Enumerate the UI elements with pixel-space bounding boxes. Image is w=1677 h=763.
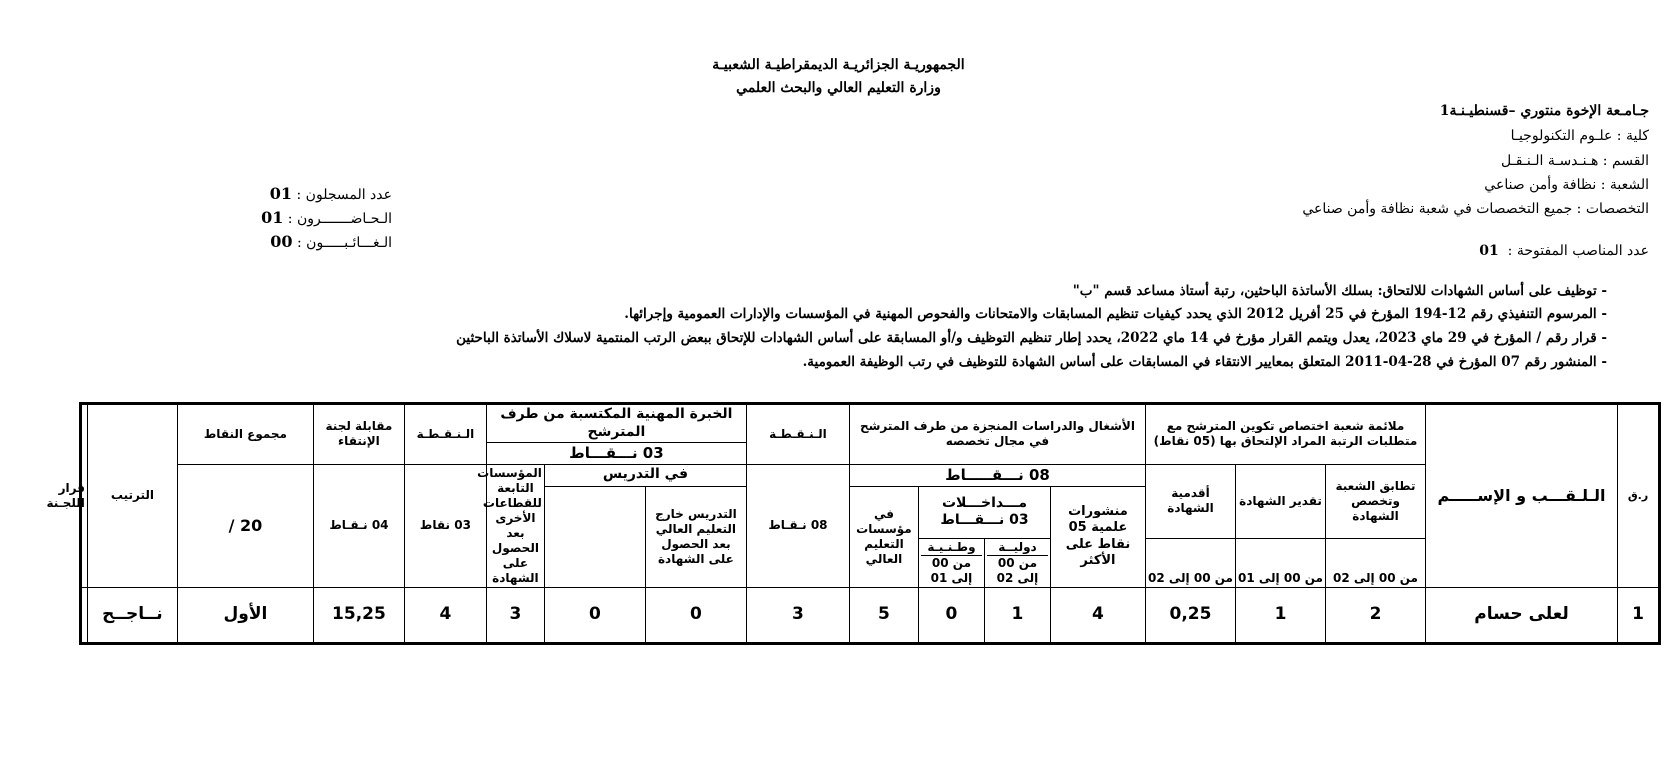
specialties-line: التخصصات : جميع التخصصات في شعبة نظافة وأمن صناعي (1302, 201, 1649, 217)
row-interview: 4 (404, 587, 486, 643)
interview-header: مقابلة لجنة الإنتقاء (313, 404, 404, 465)
list-item: - المنشور رقم 07 المؤرخ في 28-04-2011 المتعلق بمعايير الانتقاء في المسابقات على أساس الشهادة للتوظيف في رتب الوظيفة العمومية. (802, 354, 1607, 370)
header-row-3 (81, 464, 1660, 486)
row-decision: نــاجــح (87, 587, 177, 643)
teaching-header: في التدريس (544, 464, 746, 486)
decision-header: قرار اللجـنة (81, 404, 88, 588)
absent-label: الـغـــائـبـــــون : (297, 235, 392, 251)
grade-range: من 00 إلى 01 (1236, 538, 1326, 587)
present-value: 01 (261, 208, 284, 227)
row-teach-higher: 3 (746, 587, 849, 643)
institutions-header: المؤسسات التابعة للقطاعات الأخرى بعد الحصول على الشهادة (486, 464, 544, 587)
experience-header: الخبرة المهنية المكتسبة من طرف المترشح (486, 404, 746, 443)
teach-outside-header: التدريس خارج التعليم العالي بعد الحصول على الشهادة (645, 486, 746, 587)
score2-value: 03 نقاط (404, 464, 486, 587)
total-header: مجموع النقاط (177, 404, 313, 465)
row-grade: 1 (1236, 587, 1326, 643)
score2-header: الـنـقـطـة (404, 404, 486, 465)
row-rank: الأول (177, 587, 313, 643)
list-item: - توظيف على أساس الشهادات للالتحاق: بسلك الأساتذة الباحثين، رتبة أستاذ مساعد قسم "ب" (1072, 283, 1607, 299)
match-range: من 00 إلى 02 (1326, 538, 1426, 587)
col-name-header: الـلـقـــب و الإســـــم (1426, 404, 1618, 588)
natl-label: وطـنـيـة (921, 540, 982, 556)
works-header: الأشغال والدراسات المنجزة من طرف المترشح في مجال تخصصه (849, 404, 1145, 465)
rank-header: الترتيب (87, 404, 177, 588)
score1-value: 08 نـقـاط (746, 464, 849, 587)
registered-line (262, 184, 392, 203)
talks-header (918, 486, 1050, 538)
registered-label: عدد المسجلون : (296, 187, 392, 203)
natl-header (918, 538, 984, 587)
row-num: 1 (1618, 587, 1660, 643)
present-label: الـحـاضـــــــرون : (287, 211, 392, 227)
row-natl: 0 (918, 587, 984, 643)
row-intl: 1 (984, 587, 1050, 643)
works-points: 08 نـــقـــــاط (849, 464, 1145, 486)
row-score1: 5 (849, 587, 918, 643)
grade-header: تقدير الشهادة (1236, 464, 1326, 538)
row-seniority: 0,25 (1145, 587, 1235, 643)
talks-label: مـــداخـــلات (941, 494, 1027, 511)
experience-points: 03 نـــقـــاط (486, 443, 746, 465)
positions-value: 01 (1479, 243, 1499, 259)
match-header: تطابق الشعبة وتخصص الشهادة (1326, 464, 1426, 538)
positions-line (1479, 243, 1649, 259)
interview-value: 04 نـقـاط (313, 464, 404, 587)
list-item: - المرسوم التنفيذي رقم 12-194 المؤرخ في 25 أفريل 2012 الذي يحدد كيفيات تنظيم المسابقات والامتحانات والفحوص المهنية في المؤسسات والإدارات العمومية وإجرائها. (624, 306, 1607, 322)
intl-header (984, 538, 1050, 587)
absent-line (262, 232, 392, 251)
relevance-header: ملائمة شعبة اختصاص تكوين المترشح مع متطلبات الرتبة المراد الإلتحاق بها (05 نقاط) (1145, 404, 1425, 465)
seniority-header: أقدمية الشهادة (1145, 464, 1235, 538)
total-value-header: 20 / (177, 464, 313, 587)
row-total: 15,25 (313, 587, 404, 643)
absent-value: 00 (270, 232, 293, 251)
row-name: لعلى حسام (1426, 587, 1618, 643)
ministry-title: وزارة التعليم العالي والبحث العلمي (736, 80, 941, 96)
registered-value: 01 (269, 184, 293, 203)
row-score2: 3 (486, 587, 544, 643)
teach-higher-header: في مؤسسات التعليم العالي (849, 486, 918, 587)
header-row-1 (81, 404, 1660, 443)
score1-header: الـنـقـطـة (746, 404, 849, 465)
row-teach-outside: 0 (645, 587, 746, 643)
department-line: القسم : هـنـدسـة الـنـقـل (1501, 153, 1649, 169)
intl-label: دوليــة (987, 540, 1048, 556)
row-institutions: 0 (544, 587, 645, 643)
col-num-header: ر.ق (1618, 404, 1660, 588)
intl-range: من 00 إلى 02 (996, 555, 1039, 585)
seniority-range: من 00 إلى 02 (1145, 538, 1235, 587)
list-item: - قرار رقم / المؤرخ في 29 ماي 2023، يعدل ويتمم القرار مؤرخ في 14 ماي 2022، يحدد إطار تنظيم التوظيف و/أو المسابقة على أساس الشهادات للإتحاق ببعض الرتب المنتمية لاسلاك الأساتذة الباحثين (456, 330, 1607, 346)
publications-header: منشورات علمية 05 نقاط على الأكثر (1050, 486, 1145, 587)
talks-points: 03 نـــقـــاط (940, 512, 1029, 529)
faculty-line: كلية : علـوم التكنولوجيـا (1510, 128, 1649, 144)
evaluation-table (46, 402, 1661, 645)
university-name: جـامـعة الإخوة منتوري –قسنطيـنـة1 (1439, 103, 1649, 119)
republic-title: الجمهوريـة الجزائريـة الديمقراطيـة الشعبيـة (712, 57, 965, 73)
present-line (262, 208, 392, 227)
row-match: 2 (1326, 587, 1426, 643)
positions-label: عدد المناصب المفتوحة : (1507, 243, 1649, 259)
natl-range: من 00 إلى 01 (930, 555, 973, 585)
branch-line: الشعبة : نظافة وأمن صناعي (1484, 177, 1649, 193)
row-publications: 4 (1050, 587, 1145, 643)
table-row (81, 587, 1660, 643)
